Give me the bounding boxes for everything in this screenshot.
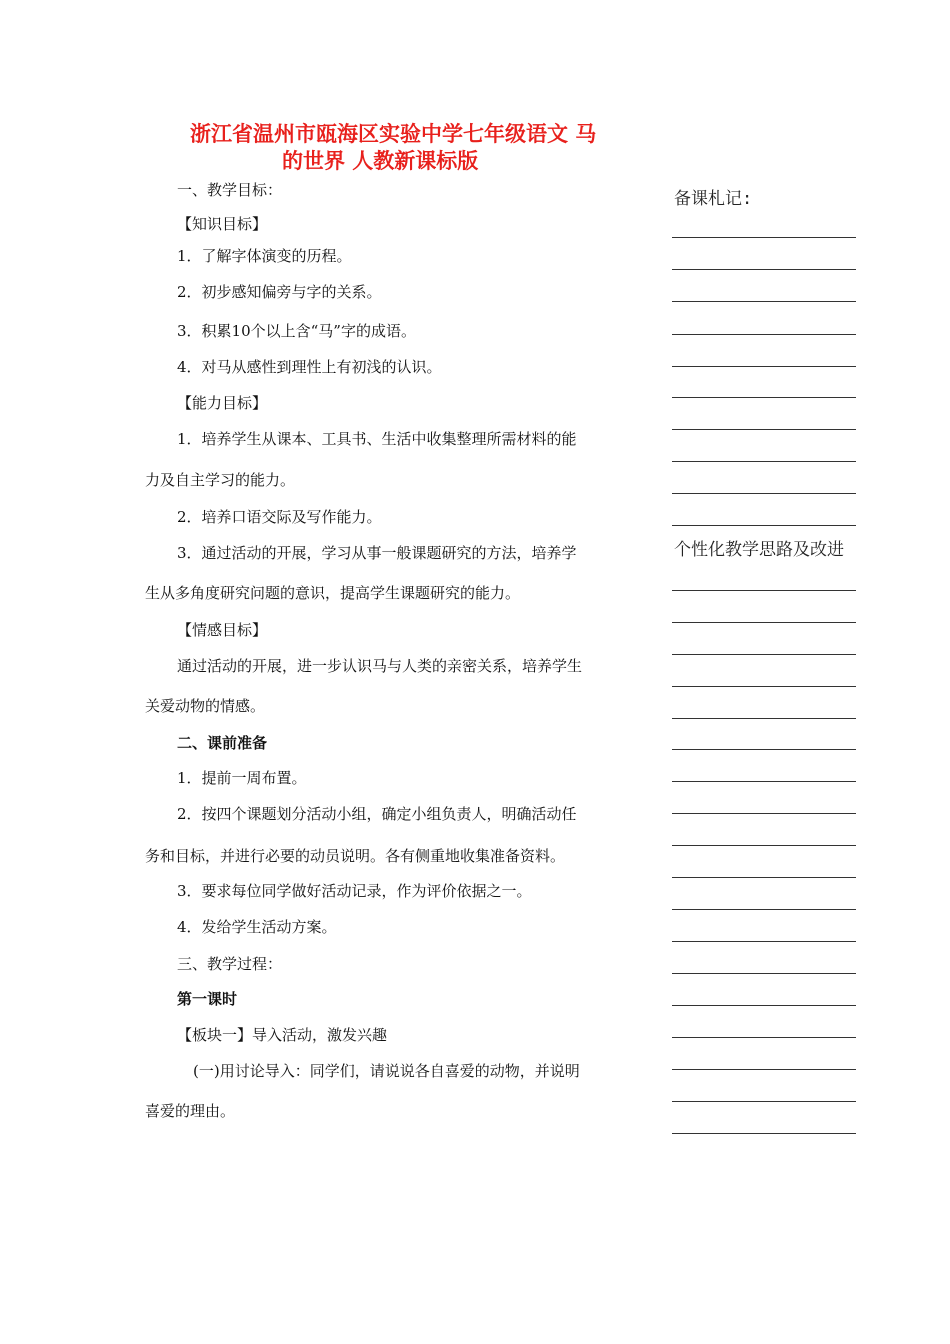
body-line: 【知识目标】 (177, 215, 268, 233)
body-line: 1．培养学生从课本、工具书、生活中收集整理所需材料的能 (177, 430, 577, 448)
body-line: 【情感目标】 (177, 621, 268, 639)
title-line-1: 浙江省温州市瓯海区实验中学七年级语文 马 (190, 122, 597, 146)
note-rule-line (672, 973, 856, 974)
note-rule-line (672, 397, 856, 398)
improvement-heading: 个性化教学思路及改进 (674, 540, 844, 560)
note-rule-line (672, 525, 856, 526)
note-rule-line (672, 622, 856, 623)
body-line: 三、教学过程： (177, 955, 283, 973)
note-rule-line (672, 941, 856, 942)
body-line: 喜爱的理由。 (145, 1102, 236, 1120)
body-line: 二、课前准备 (177, 734, 268, 752)
note-rule-line (672, 845, 856, 846)
note-rule-line (672, 781, 856, 782)
title-line-2: 的世界 人教新课标版 (282, 149, 479, 173)
body-line: 2．初步感知偏旁与字的关系。 (177, 283, 382, 301)
note-rule-line (672, 237, 856, 238)
body-line: 第一课时 (177, 990, 238, 1008)
document-title (190, 121, 640, 175)
note-rule-line (672, 366, 856, 367)
body-line: 1．提前一周布置。 (177, 769, 307, 787)
body-line: 关爱动物的情感。 (145, 697, 266, 715)
note-rule-line (672, 909, 856, 910)
body-line: (一)用讨论导入：同学们，请说说各自喜爱的动物，并说明 (193, 1062, 580, 1080)
body-line: 力及自主学习的能力。 (145, 471, 296, 489)
note-rule-line (672, 718, 856, 719)
body-line: 4．对马从感性到理性上有初浅的认识。 (177, 358, 442, 376)
note-rule-line (672, 301, 856, 302)
body-line: 通过活动的开展，进一步认识马与人类的亲密关系，培养学生 (177, 657, 583, 675)
note-rule-line (672, 429, 856, 430)
note-rule-line (672, 749, 856, 750)
note-rule-line (672, 1037, 856, 1038)
note-rule-line (672, 590, 856, 591)
body-line: 【板块一】导入活动，激发兴趣 (177, 1026, 388, 1044)
body-line: 3．积累10个以上含“马”字的成语。 (177, 322, 416, 340)
note-rule-line (672, 1069, 856, 1070)
body-line: 一、教学目标： (177, 181, 283, 199)
note-rule-line (672, 334, 856, 335)
body-line: 2．按四个课题划分活动小组，确定小组负责人，明确活动任 (177, 805, 577, 823)
body-line: 4．发给学生活动方案。 (177, 918, 337, 936)
note-rule-line (672, 461, 856, 462)
body-line: 生从多角度研究问题的意识，提高学生课题研究的能力。 (145, 584, 521, 602)
body-line: 3．通过活动的开展，学习从事一般课题研究的方法，培养学 (177, 544, 577, 562)
body-line: 【能力目标】 (177, 394, 268, 412)
body-line: 3．要求每位同学做好活动记录，作为评价依据之一。 (177, 882, 532, 900)
body-line: 1．了解字体演变的历程。 (177, 247, 352, 265)
note-rule-line (672, 686, 856, 687)
note-rule-line (672, 1005, 856, 1006)
note-rule-line (672, 493, 856, 494)
note-rule-line (672, 813, 856, 814)
notes-heading: 备课札记: (674, 189, 753, 209)
note-rule-line (672, 1133, 856, 1134)
note-rule-line (672, 654, 856, 655)
note-rule-line (672, 877, 856, 878)
body-line: 务和目标，并进行必要的动员说明。各有侧重地收集准备资料。 (145, 847, 566, 865)
note-rule-line (672, 1101, 856, 1102)
body-line: 2．培养口语交际及写作能力。 (177, 508, 382, 526)
note-rule-line (672, 269, 856, 270)
